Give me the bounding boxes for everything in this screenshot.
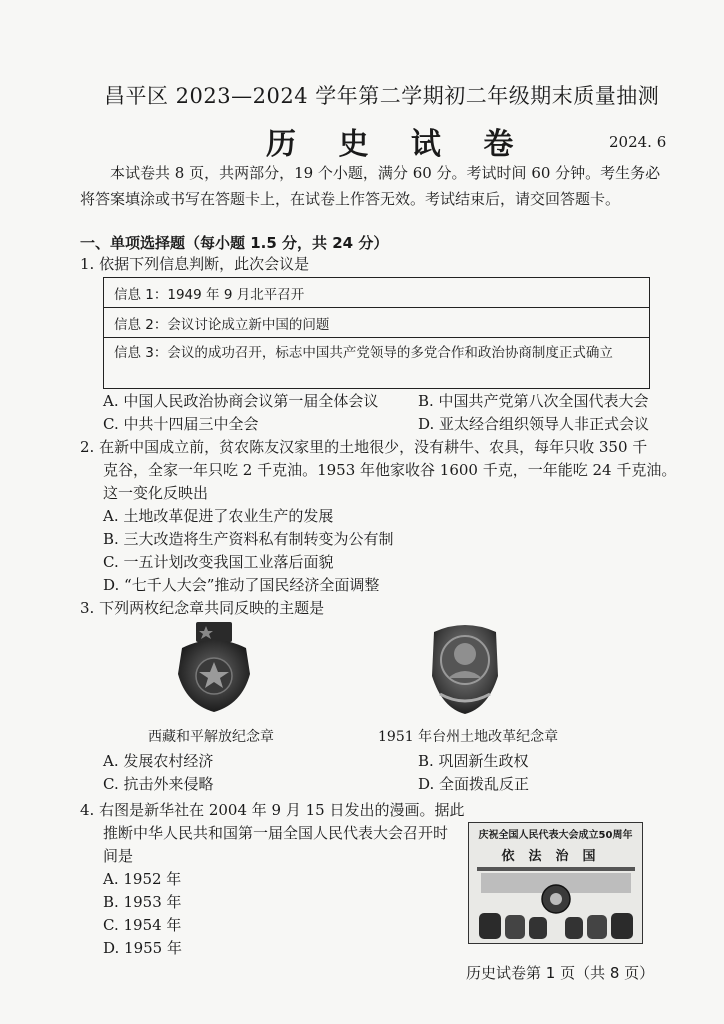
q1-info-2: 信息 2：会议讨论成立新中国的问题 <box>104 308 649 338</box>
q4-stem-line-3: 间是 <box>103 847 134 865</box>
q4-stem-line-2: 推断中华人民共和国第一届全国人民代表大会召开时 <box>103 824 449 842</box>
q3-option-a: A. 发展农村经济 <box>103 752 214 770</box>
q1-option-b: B. 中国共产党第八次全国代表大会 <box>418 392 649 410</box>
q2-option-d: D. “七千人大会”推动了国民经济全面调整 <box>103 576 380 594</box>
q4-option-c: C. 1954 年 <box>103 916 182 934</box>
exam-title: 昌平区 2023—2024 学年第二学期初二年级期末质量抽测 <box>104 84 660 108</box>
cartoon-banner: 庆祝全国人民代表大会成立50周年 <box>478 830 633 841</box>
q2-option-a: A. 土地改革促进了农业生产的发展 <box>103 507 334 525</box>
q1-info-3: 信息 3：会议的成功召开，标志中国共产党领导的多党合作和政治协商制度正式确立 <box>114 345 613 361</box>
npc-cartoon <box>468 822 643 944</box>
q2-option-c: C. 一五计划改变我国工业落后面貌 <box>103 553 334 571</box>
cartoon-drawing <box>469 823 643 944</box>
q1-option-d: D. 亚太经合组织领导人非正式会议 <box>418 415 650 433</box>
q2-option-b: B. 三大改造将生产资料私有制转变为公有制 <box>103 530 394 548</box>
intro-line-2: 将答案填涂或书写在答题卡上，在试卷上作答无效。考试结束后，请交回答题卡。 <box>80 190 621 208</box>
tibet-liberation-medal <box>172 618 256 714</box>
page-footer: 历史试卷第 1 页（共 8 页） <box>466 964 655 982</box>
section-1-title: 一、单项选择题（每小题 1.5 分，共 24 分） <box>80 234 389 252</box>
q2-stem-line-2: 克谷，全家一年只吃 2 千克油。1953 年他家收谷 1600 千克，一年能吃 24 千克油。 <box>103 461 677 479</box>
q4-option-b: B. 1953 年 <box>103 893 182 911</box>
q3-caption-right: 1951 年台州土地改革纪念章 <box>378 729 559 745</box>
q2-stem-line-3: 这一变化反映出 <box>103 484 209 502</box>
q1-stem: 1. 依据下列信息判断，此次会议是 <box>80 255 310 273</box>
q3-stem: 3. 下列两枚纪念章共同反映的主题是 <box>80 599 325 617</box>
q1-option-c: C. 中共十四届三中全会 <box>103 415 259 433</box>
q3-caption-left: 西藏和平解放纪念章 <box>148 729 274 745</box>
q1-info-table <box>103 277 650 389</box>
q3-option-c: C. 抗击外来侵略 <box>103 775 214 793</box>
taizhou-land-reform-medal <box>428 616 502 716</box>
exam-date: 2024. 6 <box>609 133 667 151</box>
q4-stem-line-1: 4. 右图是新华社在 2004 年 9 月 15 日发出的漫画。据此 <box>80 801 465 819</box>
q4-option-d: D. 1955 年 <box>103 939 182 957</box>
subject-title: 历 史 试 卷 <box>266 127 530 162</box>
q1-option-a: A. 中国人民政治协商会议第一届全体会议 <box>103 392 379 410</box>
cartoon-slogan: 依法治国 <box>501 849 610 864</box>
q3-option-b: B. 巩固新生政权 <box>418 752 529 770</box>
q1-info-1: 信息 1：1949 年 9 月北平召开 <box>104 278 649 308</box>
q2-stem-line-1: 2. 在新中国成立前，贫农陈友汉家里的土地很少，没有耕牛、农具，每年只收 350 千 <box>80 438 648 456</box>
q4-option-a: A. 1952 年 <box>103 870 182 888</box>
intro-line-1: 本试卷共 8 页，共两部分，19 个小题，满分 60 分。考试时间 60 分钟。考生务必 <box>110 164 661 182</box>
q3-option-d: D. 全面拨乱反正 <box>418 775 530 793</box>
